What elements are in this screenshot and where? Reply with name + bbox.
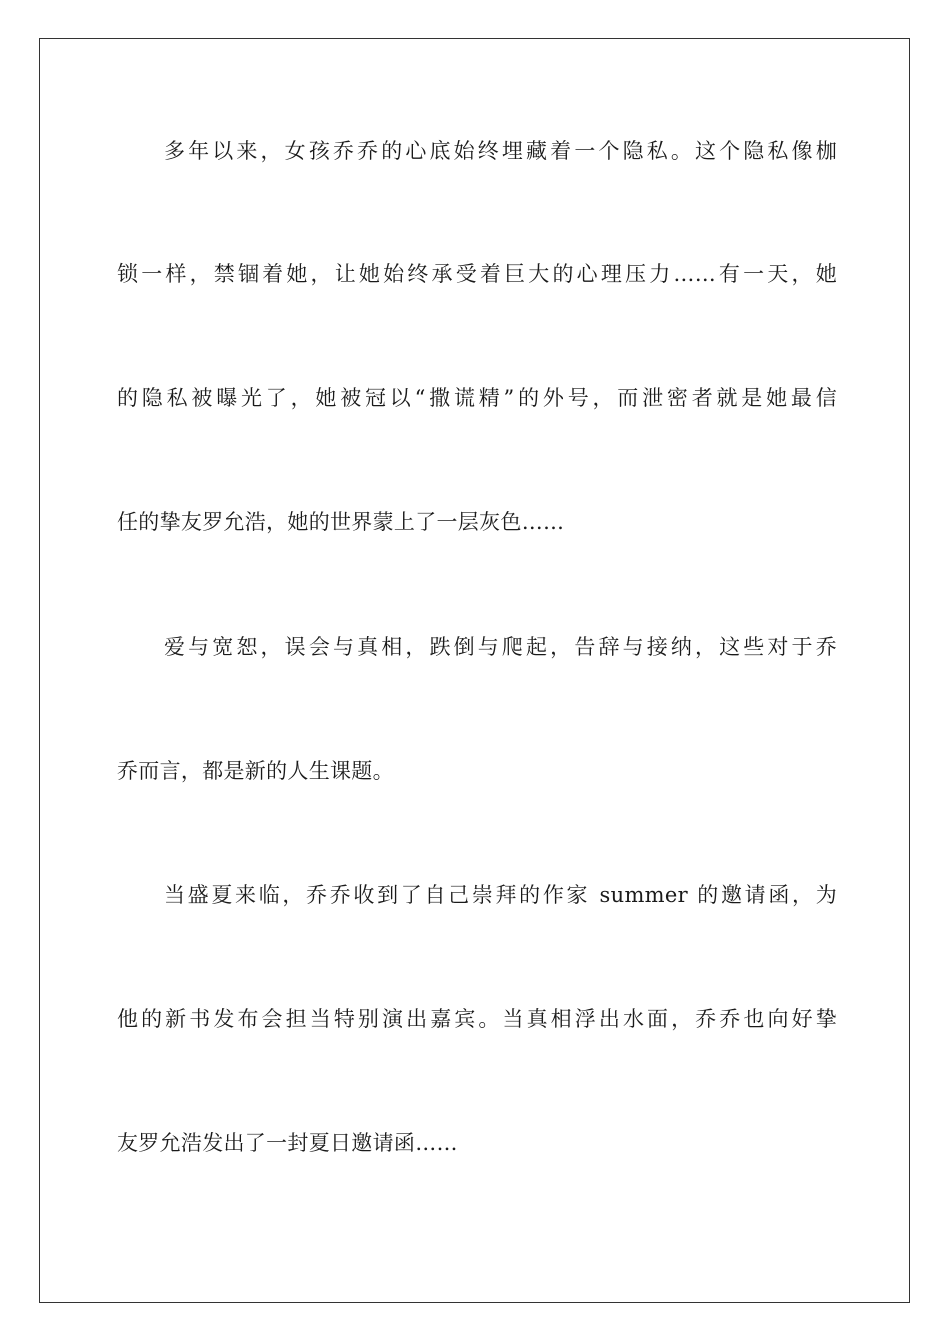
paragraph-3-line-2: 他的新书发布会担当特别演出嘉宾。当真相浮出水面，乔乔也向好挚 bbox=[117, 1007, 837, 1031]
paragraph-2-line-1: 爱与宽恕，误会与真相，跌倒与爬起，告辞与接纳，这些对于乔 bbox=[164, 635, 837, 659]
page-border bbox=[39, 38, 910, 1303]
paragraph-2-line-2: 乔而言，都是新的人生课题。 bbox=[117, 759, 394, 783]
paragraph-1-line-1: 多年以来，女孩乔乔的心底始终埋藏着一个隐私。这个隐私像枷 bbox=[164, 139, 837, 163]
paragraph-1-line-2: 锁一样，禁锢着她，让她始终承受着巨大的心理压力……有一天，她 bbox=[117, 262, 837, 286]
paragraph-1-line-4: 任的挚友罗允浩，她的世界蒙上了一层灰色…… bbox=[117, 510, 565, 534]
paragraph-1-line-3: 的隐私被曝光了，她被冠以“撒谎精”的外号，而泄密者就是她最信 bbox=[117, 386, 837, 410]
paragraph-3-line-1: 当盛夏来临，乔乔收到了自己崇拜的作家 summer 的邀请函，为 bbox=[164, 883, 837, 907]
paragraph-3-line-3: 友罗允浩发出了一封夏日邀请函…… bbox=[117, 1131, 458, 1155]
